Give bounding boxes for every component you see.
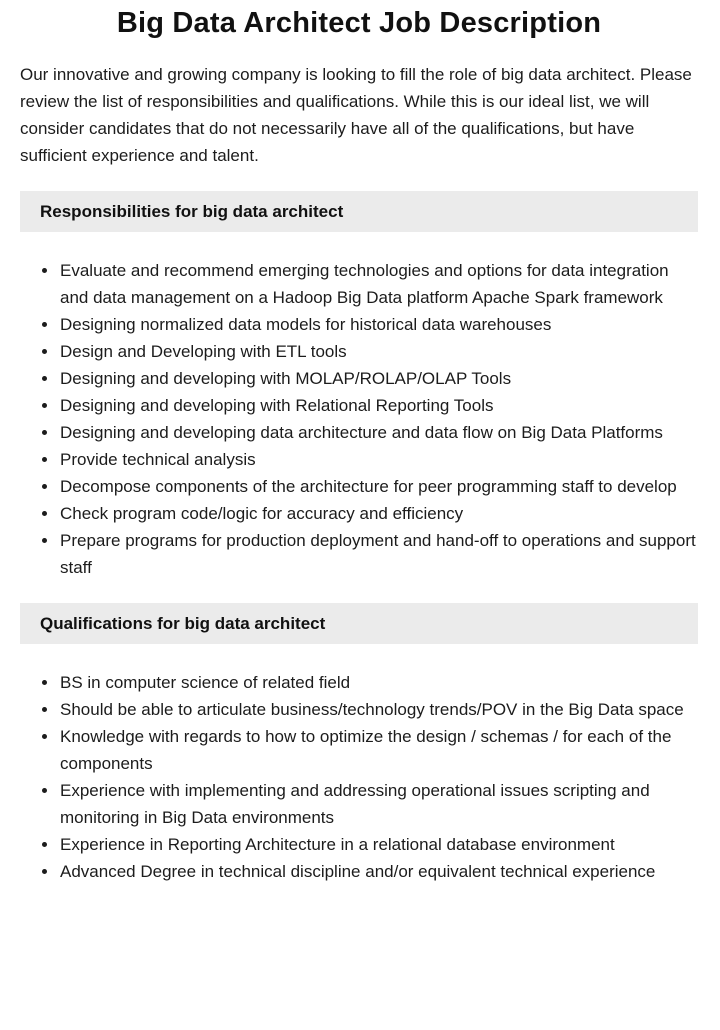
bullet-icon bbox=[42, 322, 47, 327]
list-item bbox=[20, 473, 698, 500]
list-item-text: Design and Developing with ETL tools bbox=[60, 342, 347, 361]
list-item bbox=[20, 777, 698, 831]
bullet-icon bbox=[42, 268, 47, 273]
responsibilities-section-header bbox=[20, 191, 698, 232]
list-item bbox=[20, 723, 698, 777]
list-item-text: Knowledge with regards to how to optimize the design / schemas / for each of the components bbox=[60, 727, 672, 773]
bullet-icon bbox=[42, 538, 47, 543]
qualifications-list bbox=[20, 669, 698, 885]
list-item-text: Decompose components of the architecture for peer programming staff to develop bbox=[60, 477, 677, 496]
responsibilities-list bbox=[20, 257, 698, 581]
bullet-icon bbox=[42, 457, 47, 462]
list-item bbox=[20, 696, 698, 723]
list-item bbox=[20, 392, 698, 419]
bullet-icon bbox=[42, 376, 47, 381]
list-item bbox=[20, 446, 698, 473]
qualifications-section-header bbox=[20, 603, 698, 644]
bullet-icon bbox=[42, 788, 47, 793]
bullet-icon bbox=[42, 734, 47, 739]
list-item bbox=[20, 338, 698, 365]
list-item-text: Designing and developing with MOLAP/ROLAP/OLAP Tools bbox=[60, 369, 512, 388]
page-title: Big Data Architect Job Description bbox=[116, 7, 602, 39]
list-item bbox=[20, 831, 698, 858]
list-item bbox=[20, 669, 698, 696]
list-item bbox=[20, 500, 698, 527]
bullet-icon bbox=[42, 349, 47, 354]
responsibilities-heading: Responsibilities for big data architect bbox=[40, 201, 344, 221]
list-item bbox=[20, 311, 698, 338]
list-item bbox=[20, 257, 698, 311]
bullet-icon bbox=[42, 842, 47, 847]
list-item-text: Experience with implementing and addressing operational issues scripting and monitoring in Big Data environments bbox=[60, 781, 650, 827]
list-item-text: Experience in Reporting Architecture in a relational database environment bbox=[60, 835, 615, 854]
list-item-text: BS in computer science of related field bbox=[60, 673, 351, 692]
list-item-text: Designing and developing with Relational Reporting Tools bbox=[60, 396, 494, 415]
list-item-text: Designing and developing data architecture and data flow on Big Data Platforms bbox=[60, 423, 663, 442]
qualifications-heading: Qualifications for big data architect bbox=[40, 613, 326, 633]
intro-paragraph: Our innovative and growing company is looking to fill the role of big data architect. Please review the list of responsibilities and qualifications. While this is our ideal list, we will consider candidates that do not necessarily have all of the qualifications, but have sufficient experience and talent. bbox=[20, 65, 692, 165]
list-item-text: Designing normalized data models for historical data warehouses bbox=[60, 315, 552, 334]
list-item bbox=[20, 365, 698, 392]
list-item-text: Evaluate and recommend emerging technologies and options for data integration and data management on a Hadoop Big Data platform Apache Spark framework bbox=[60, 261, 669, 307]
bullet-icon bbox=[42, 484, 47, 489]
list-item bbox=[20, 527, 698, 581]
bullet-icon bbox=[42, 511, 47, 516]
list-item bbox=[20, 419, 698, 446]
bullet-icon bbox=[42, 403, 47, 408]
bullet-icon bbox=[42, 869, 47, 874]
bullet-icon bbox=[42, 430, 47, 435]
list-item-text: Prepare programs for production deployment and hand-off to operations and support staff bbox=[60, 531, 696, 577]
list-item bbox=[20, 858, 698, 885]
list-item-text: Should be able to articulate business/technology trends/POV in the Big Data space bbox=[60, 700, 684, 719]
bullet-icon bbox=[42, 707, 47, 712]
bullet-icon bbox=[42, 680, 47, 685]
list-item-text: Check program code/logic for accuracy and efficiency bbox=[60, 504, 464, 523]
list-item-text: Provide technical analysis bbox=[60, 450, 256, 469]
list-item-text: Advanced Degree in technical discipline and/or equivalent technical experience bbox=[60, 862, 656, 881]
